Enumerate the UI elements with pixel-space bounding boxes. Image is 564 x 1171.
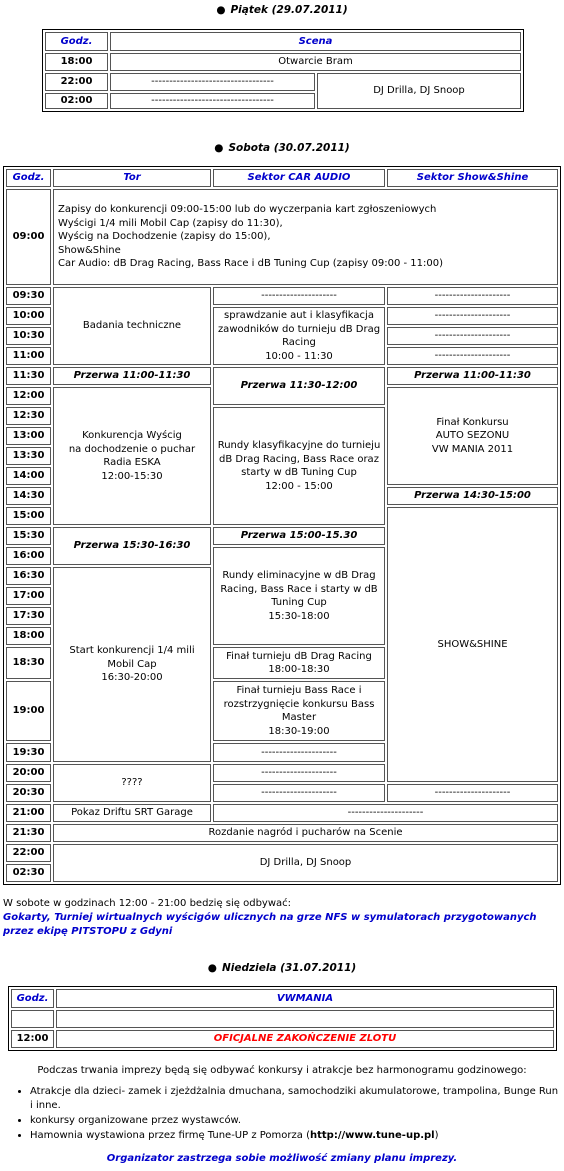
car-audio-placeholder: ---------------------: [213, 743, 385, 762]
saturday-time: 17:30: [6, 607, 51, 625]
saturday-col-show-shine: Sektor Show&Shine: [387, 169, 558, 187]
saturday-time: 11:00: [6, 347, 51, 365]
saturday-time: 15:00: [6, 507, 51, 525]
track-quarter-line: Start konkurencji 1/4 mili: [69, 645, 195, 657]
track-unknown: ????: [53, 764, 211, 802]
saturday-note-intro: W sobote w godzinach 12:00 - 21:00 bedzię się odbywać:: [3, 898, 292, 909]
saturday-heading: ● Sobota (30.07.2011): [214, 142, 350, 154]
saturday-time: 20:30: [6, 784, 51, 802]
sunday-heading: ● Niedziela (31.07.2011): [207, 962, 357, 974]
car-audio-qualify-line: dB Drag Racing, Bass Race oraz: [219, 453, 379, 465]
car-audio-verify-line: zawodników do turnieju dB Drag: [217, 323, 381, 335]
show-shine-placeholder: ---------------------: [387, 784, 558, 802]
list-item: • Atrakcje dla dzieci- zamek i zjeżdżalnia dmuchana, samochodziki akumulatorowe, trampolina, Bunge Run i inne.: [30, 1085, 560, 1113]
show-shine-placeholder: ---------------------: [387, 287, 558, 305]
saturday-time: 11:30: [6, 367, 51, 385]
saturday-time: 22:00: [6, 844, 51, 862]
track-pursuit-line: 12:00-15:30: [101, 470, 163, 482]
registration-line: Wyścig na Dochodzenie (zapisy do 15:00),: [58, 231, 271, 243]
saturday-time: 16:00: [6, 547, 51, 565]
car-audio-break-1: Przerwa 11:30-12:00: [213, 367, 385, 405]
car-audio-break-2: Przerwa 15:00-15.30: [213, 527, 385, 545]
track-quarter-line: 16:30-20:00: [101, 672, 163, 684]
saturday-time: 16:30: [6, 567, 51, 585]
friday-night-event: DJ Drilla, DJ Snoop: [317, 73, 521, 109]
car-audio-final-bass-line: rozstrzygnięcie konkursu Bass: [223, 698, 375, 710]
registration-line: Car Audio: dB Drag Racing, Bass Race i dB Tuning Cup (zapisy 09:00 - 11:00): [58, 258, 443, 270]
car-audio-elim-line: Rundy eliminacyjne w dB Drag: [222, 570, 376, 581]
saturday-time: 12:30: [6, 407, 51, 425]
friday-heading: ● Piątek (29.07.2011): [216, 4, 348, 16]
tuneup-suffix: ): [434, 1130, 439, 1141]
saturday-note-attractions: Gokarty, Turniej wirtualnych wyścigów ulicznych na grze NFS w symulatorach przygotowanych przez ekipę PITSTOPU z Gdyni: [3, 912, 537, 937]
saturday-time: 21:00: [6, 804, 51, 822]
saturday-time: 18:00: [6, 627, 51, 645]
track-pursuit-line: na dochodzenie o puchar: [68, 443, 196, 455]
car-audio-verify-line: 10:00 - 11:30: [265, 350, 333, 362]
saturday-col-track: Tor: [53, 169, 211, 187]
track-pursuit-line: Konkurencja Wyścig: [82, 430, 182, 441]
track-pursuit-line: Radia ESKA: [103, 457, 161, 468]
friday-col-stage: Scena: [110, 32, 521, 51]
show-shine-placeholder: ---------------------: [387, 327, 558, 345]
bullet-icon: ●: [216, 4, 226, 16]
saturday-time: 09:00: [6, 189, 51, 285]
car-audio-elim-line: Racing, Bass Race i starty w dB: [220, 583, 378, 595]
car-audio-elim-line: 15:30-18:00: [268, 610, 330, 622]
sunday-time-empty: [11, 1010, 54, 1028]
saturday-time: 09:30: [6, 287, 51, 305]
tuneup-prefix: Hamownia wystawiona przez firmę Tune-UP z Pomorza (: [30, 1130, 310, 1141]
saturday-note: [3, 897, 561, 939]
show-shine-final: [387, 387, 558, 485]
saturday-time: 13:00: [6, 427, 51, 445]
saturday-time: 10:00: [6, 307, 51, 325]
show-shine-break-2: Przerwa 14:30-15:00: [387, 487, 558, 505]
saturday-col-car-audio: Sektor CAR AUDIO: [213, 169, 385, 187]
list-item: • konkursy organizowane przez wystawców.: [30, 1114, 560, 1128]
show-shine-placeholder: ---------------------: [387, 347, 558, 365]
saturday-col-time: Godz.: [6, 169, 51, 187]
car-audio-final-bass-line: 18:30-19:00: [268, 725, 330, 737]
track-pursuit-race: [53, 387, 211, 525]
saturday-time: 19:30: [6, 743, 51, 762]
bullet-icon: ●: [207, 962, 217, 974]
saturday-time: 18:30: [6, 647, 51, 679]
awards-ceremony: Rozdanie nagród i pucharów na Scenie: [53, 824, 558, 842]
show-shine-placeholder: ---------------------: [387, 307, 558, 325]
registration-line: Wyścigi 1/4 mili Mobil Cap (zapisy do 11:30),: [58, 217, 283, 229]
car-audio-final-drag-line: Finał turnieju dB Drag Racing: [226, 650, 372, 662]
saturday-time: 14:30: [6, 487, 51, 505]
car-audio-final-bass: [213, 681, 385, 741]
saturday-time: 15:30: [6, 527, 51, 545]
car-audio-final-bass-line: Master: [281, 712, 317, 723]
car-audio-elimination: [213, 547, 385, 645]
show-shine-final-line: VW MANIA 2011: [431, 443, 514, 455]
friday-col-time: Godz.: [45, 32, 108, 51]
sunday-end-event: OFICJALNE ZAKOŃCZENIE ZLOTU: [56, 1030, 554, 1048]
show-shine-main: SHOW&SHINE: [387, 507, 558, 782]
car-audio-final-drag-line: 18:00-18:30: [268, 664, 330, 675]
car-audio-qualify-line: starty w dB Tuning Cup: [241, 467, 357, 478]
car-audio-placeholder: ---------------------: [213, 784, 385, 802]
car-audio-verify-line: Racing: [282, 337, 316, 348]
tuneup-link[interactable]: http://www.tune-up.pl: [309, 1130, 435, 1141]
registration-info: [53, 189, 558, 285]
bullet-icon: ●: [214, 142, 224, 154]
saturday-time: 17:00: [6, 587, 51, 605]
car-audio-verify-line: sprawdzanie aut i klasyfikacja: [224, 310, 374, 321]
saturday-night-event: DJ Drilla, DJ Snoop: [53, 844, 558, 882]
extras-list: [12, 1085, 560, 1144]
extras-intro: Podczas trwania imprezy będą się odbywać konkursy i atrakcje bez harmonogramu godzinowego:: [37, 1065, 527, 1076]
car-audio-placeholder: ---------------------: [213, 764, 385, 782]
sunday-end-time: 12:00: [11, 1030, 54, 1048]
track-drift-show: Pokaz Driftu SRT Garage: [53, 804, 211, 822]
track-quarter-line: Mobil Cap: [107, 658, 157, 670]
sunday-event-empty: [56, 1010, 554, 1028]
car-audio-final-drag: [213, 647, 385, 679]
sunday-col-event: VWMANIA: [56, 989, 554, 1008]
friday-time: 02:00: [45, 93, 108, 109]
track-break-1: Przerwa 11:00-11:30: [53, 367, 211, 385]
car-audio-elim-line: Tuning Cup: [271, 597, 327, 608]
registration-line: Show&Shine: [58, 244, 121, 256]
saturday-time: 12:00: [6, 387, 51, 405]
show-shine-break-1: Przerwa 11:00-11:30: [387, 367, 558, 385]
disclaimer: Organizator zastrzega sobie możliwość zmiany planu imprezy.: [106, 1153, 458, 1164]
friday-event: ----------------------------------: [110, 73, 315, 91]
car-audio-qualify-line: Rundy klasyfikacyjne do turnieju: [217, 440, 381, 451]
track-quarter-mile: [53, 567, 211, 762]
car-audio-qualifying: [213, 407, 385, 525]
friday-time: 18:00: [45, 53, 108, 71]
registration-line: Zapisy do konkurencji 09:00-15:00 lub do wyczerpania kart zgłoszeniowych: [58, 204, 437, 216]
saturday-time: 10:30: [6, 327, 51, 345]
car-audio-final-bass-line: Finał turnieju Bass Race i: [236, 685, 362, 696]
saturday-time: 21:30: [6, 824, 51, 842]
saturday-time: 14:00: [6, 467, 51, 485]
friday-event: Otwarcie Bram: [110, 53, 521, 71]
friday-event: ----------------------------------: [110, 93, 315, 109]
sunday-col-time: Godz.: [11, 989, 54, 1008]
car-audio-placeholder: ---------------------: [213, 287, 385, 305]
show-shine-final-line: Finał Konkursu: [436, 416, 509, 428]
saturday-time: 02:30: [6, 864, 51, 882]
show-shine-final-line: AUTO SEZONU: [435, 430, 510, 442]
saturday-time: 19:00: [6, 681, 51, 741]
track-break-2: Przerwa 15:30-16:30: [53, 527, 211, 565]
car-audio-verification: [213, 307, 385, 365]
car-show-placeholder: ---------------------: [213, 804, 558, 822]
friday-time: 22:00: [45, 73, 108, 91]
track-tech-inspection: Badania techniczne: [53, 287, 211, 365]
list-item: [30, 1129, 560, 1143]
saturday-time: 13:30: [6, 447, 51, 465]
car-audio-qualify-line: 12:00 - 15:00: [265, 480, 333, 492]
saturday-time: 20:00: [6, 764, 51, 782]
